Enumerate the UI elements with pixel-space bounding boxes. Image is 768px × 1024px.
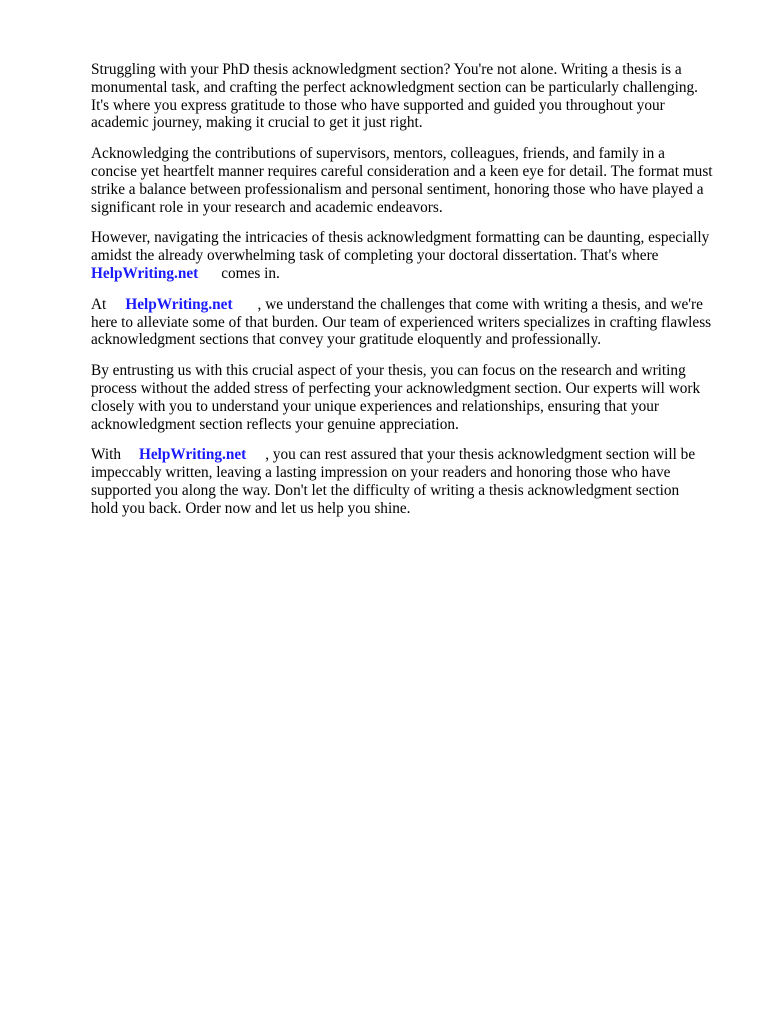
text-line: supported you along the way. Don't let the difficulty of writing a thesis acknowledgment section — [91, 481, 680, 499]
text-line: hold you back. Order now and let us help you shine. — [91, 499, 411, 517]
text-fragment: , we understand the challenges that come with writing a thesis, and we're — [257, 295, 703, 313]
text-line: academic journey, making it crucial to get it just right. — [91, 114, 423, 132]
helpwriting-link[interactable]: HelpWriting.net — [138, 446, 247, 464]
text-line: However, navigating the intricacies of thesis acknowledgment formatting can be daunting, especially — [91, 229, 710, 247]
paragraph-at-helpwriting — [91, 296, 731, 349]
text-fragment: With — [91, 446, 121, 464]
document-page — [91, 61, 731, 531]
text-line: process without the added stress of perfecting your acknowledgment section. Our experts will work — [91, 379, 701, 397]
text-line: strike a balance between professionalism and personal sentiment, honoring those who have played a — [91, 180, 704, 198]
text-line-with-link — [91, 265, 731, 283]
text-line: concise yet heartfelt manner requires careful consideration and a keen eye for detail. The format must — [91, 162, 713, 180]
text-line: closely with you to understand your unique experiences and relationships, ensuring that your — [91, 397, 659, 415]
text-line-with-link — [91, 296, 731, 314]
text-line: Acknowledging the contributions of supervisors, mentors, colleagues, friends, and family in a — [91, 145, 665, 163]
text-line: Struggling with your PhD thesis acknowledgment section? You're not alone. Writing a thesis is a — [91, 61, 682, 78]
paragraph-entrusting — [91, 362, 731, 433]
text-line: acknowledgment section reflects your genuine appreciation. — [91, 415, 459, 433]
text-line-with-link — [91, 446, 731, 464]
text-line: monumental task, and crafting the perfect acknowledgment section can be particularly challenging. — [91, 78, 698, 96]
helpwriting-link[interactable]: HelpWriting.net — [125, 295, 233, 313]
text-fragment: , you can rest assured that your thesis acknowledgment section will be — [265, 446, 696, 464]
text-line: By entrusting us with this crucial aspect of your thesis, you can focus on the research and writing — [91, 362, 686, 380]
text-line: amidst the already overwhelming task of completing your doctoral dissertation. That's where — [91, 247, 659, 265]
text-line: here to alleviate some of that burden. Our team of experienced writers specializes in crafting flawless — [91, 313, 712, 331]
paragraph-contributions — [91, 145, 731, 216]
text-line: impeccably written, leaving a lasting impression on your readers and honoring those who have — [91, 464, 671, 482]
text-line: It's where you express gratitude to those who have supported and guided you throughout your — [91, 96, 665, 114]
paragraph-intro — [91, 61, 731, 132]
paragraph-with-helpwriting — [91, 446, 731, 517]
helpwriting-link[interactable]: HelpWriting.net — [91, 264, 199, 282]
paragraph-formatting — [91, 229, 731, 282]
text-line: significant role in your research and academic endeavors. — [91, 198, 443, 216]
text-fragment: comes in. — [221, 264, 280, 282]
text-fragment: At — [91, 295, 107, 313]
text-line: acknowledgment sections that convey your gratitude eloquently and professionally. — [91, 331, 602, 349]
